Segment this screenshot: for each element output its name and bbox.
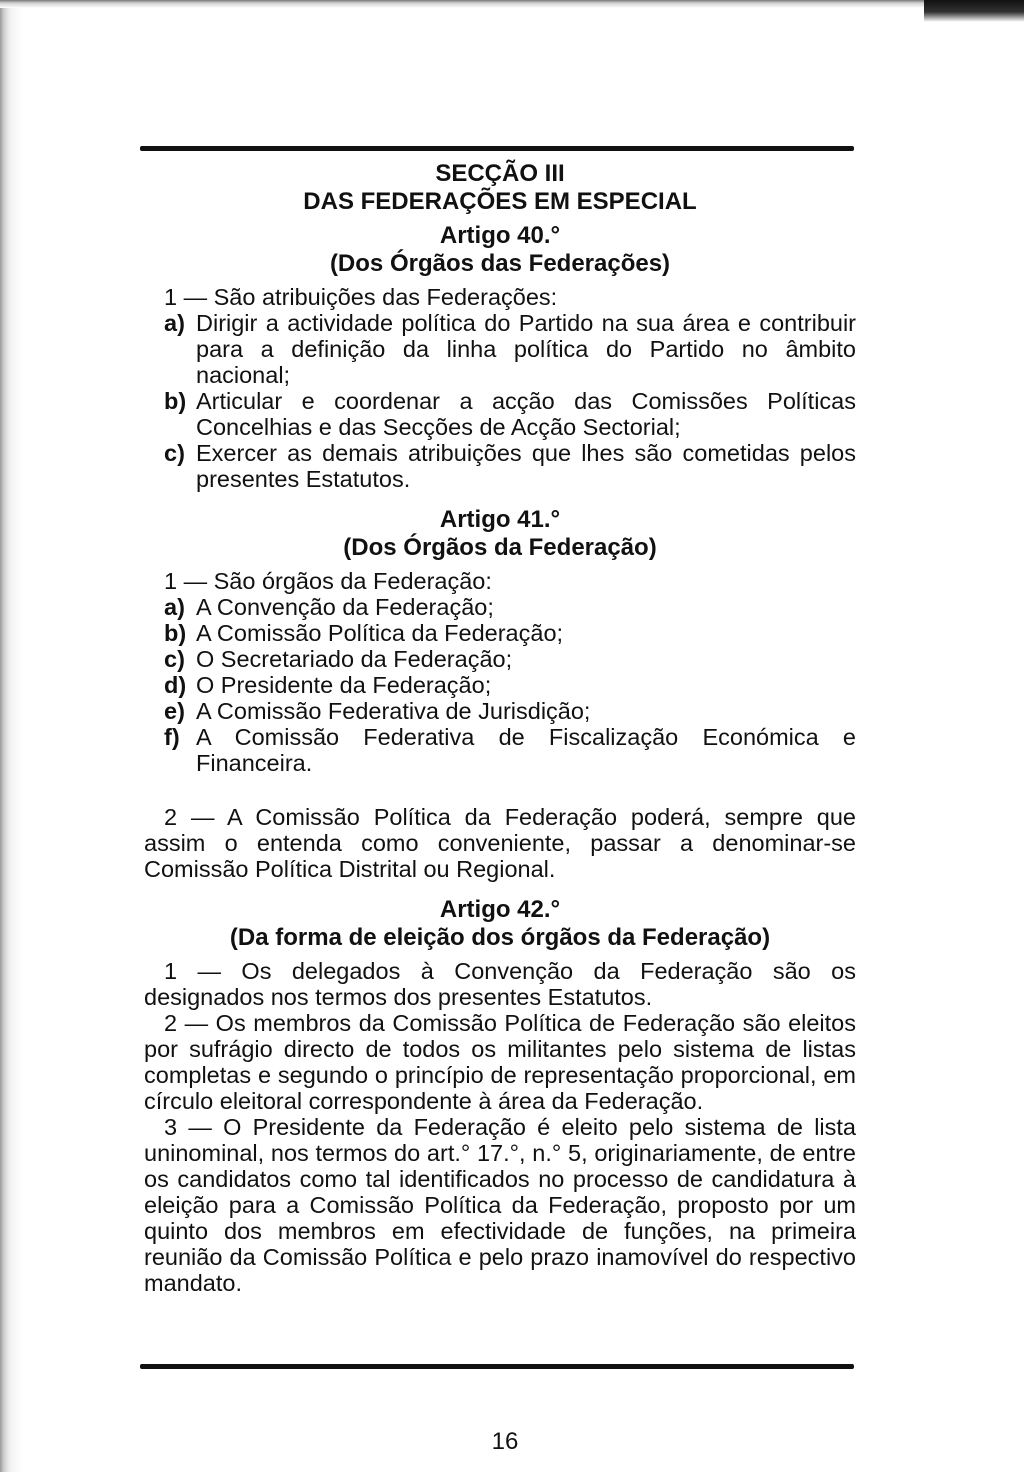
item-letter: e) [164,698,185,724]
item-letter: d) [164,672,187,698]
item-text: A Comissão Federativa de Fiscalização Económica e Financeira. [196,724,856,776]
item-letter: b) [164,620,187,646]
article-40-title: Artigo 40.° [439,222,561,249]
article-42-subtitle: (Da forma de eleição dos órgãos da Federação) [229,924,771,951]
item-text: Dirigir a actividade política do Partido na sua área e contribuir para a definição da linha política do Partido no âmbito nacional; [196,310,856,388]
item-text: Articular e coordenar a acção das Comissões Políticas Concelhias e das Secções de Acção Sectorial; [196,388,856,440]
article-40-item-a [144,310,856,388]
article-41-subtitle: (Dos Órgãos da Federação) [343,534,657,561]
section-title: SECÇÃO III [435,160,565,187]
document-body [144,160,856,1296]
article-41-item-d [144,672,856,698]
page-number: 16 [491,1428,519,1455]
article-41-item-b [144,620,856,646]
article-42-paragraph-1: 1 — Os delegados à Convenção da Federação são os designados nos termos dos presentes Estatutos. [144,958,856,1010]
article-42-paragraph-2: 2 — Os membros da Comissão Política de Federação são eleitos por sufrágio directo de todos os militantes pelo sistema de listas completas e segundo o princípio de representação proporcional, em círculo eleitoral correspondente à área da Federação. [144,1010,856,1114]
article-40-item-b [144,388,856,440]
item-letter: a) [164,594,185,620]
item-text: A Comissão Política da Federação; [196,620,564,646]
item-letter: c) [164,646,185,672]
bottom-rule [140,1364,854,1369]
item-text: O Presidente da Federação; [196,672,492,698]
item-letter: c) [164,440,185,466]
section-subtitle: DAS FEDERAÇÕES EM ESPECIAL [303,188,697,215]
scan-corner-mark [924,0,1024,22]
item-text: A Comissão Federativa de Jurisdição; [196,698,591,724]
article-41-item-f [144,724,856,776]
top-rule [140,146,854,151]
item-letter: b) [164,388,187,414]
scan-edge-left [0,0,22,1472]
scan-edge-top [0,0,1024,8]
article-41-item-a [144,594,856,620]
article-41-item-e [144,698,856,724]
article-41-paragraph-2: 2 — A Comissão Política da Federação poderá, sempre que assim o entenda como conveniente, passar a denominar-se Comissão Política Distrital ou Regional. [144,804,856,882]
article-40-item-c [144,440,856,492]
article-41-title: Artigo 41.° [439,506,561,533]
item-text: O Secretariado da Federação; [196,646,513,672]
article-42-title: Artigo 42.° [439,896,561,923]
article-40-subtitle: (Dos Órgãos das Federações) [329,250,671,277]
item-text: A Convenção da Federação; [196,594,494,620]
article-42-paragraph-3: 3 — O Presidente da Federação é eleito pelo sistema de lista uninominal, nos termos do art.° 17.°, n.° 5, originariamente, de entre os candidatos como tal identificados no processo de candidatura à eleição para a Comissão Política da Federação, proposto por um quinto dos membros em efectividade de funções, na primeira reunião da Comissão Política e pelo prazo inamovível do respectivo mandato. [144,1114,856,1296]
article-41-item-c [144,646,856,672]
item-text: Exercer as demais atribuições que lhes são cometidas pelos presentes Estatutos. [196,440,856,492]
article-41-intro: 1 — São órgãos da Federação: [164,568,492,594]
article-40-intro: 1 — São atribuições das Federações: [164,284,558,310]
item-letter: f) [164,724,180,750]
item-letter: a) [164,310,185,336]
